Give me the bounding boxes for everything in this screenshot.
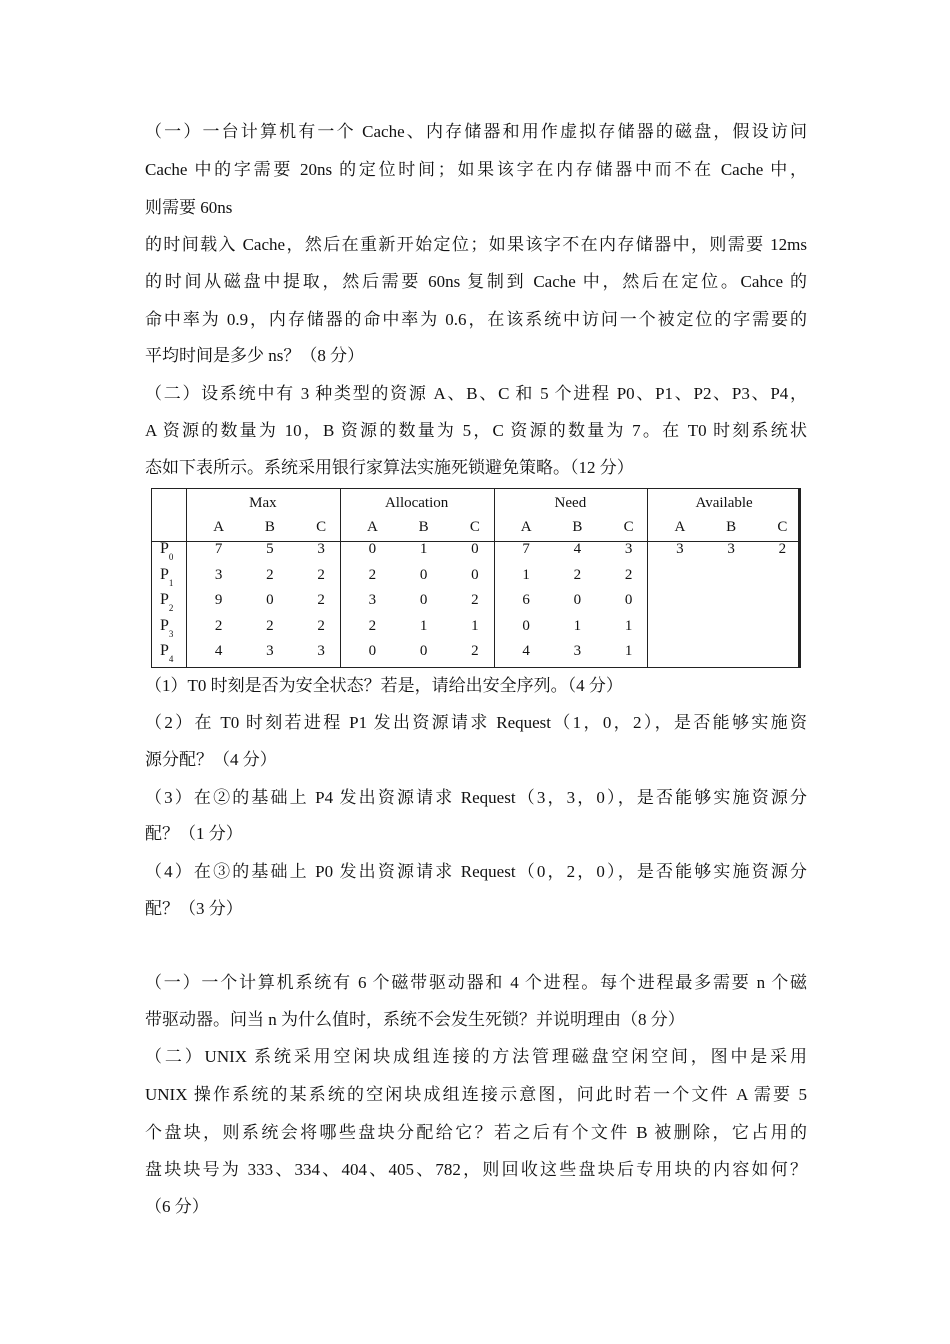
table-cell: 2 — [368, 617, 377, 634]
table-divider — [186, 488, 187, 668]
table-cell: 2 — [778, 541, 787, 557]
table-cell: 1 — [573, 617, 582, 634]
table-cell: 3 — [624, 541, 633, 557]
table-cell: 3 — [676, 541, 684, 557]
column-group-header: Need — [554, 495, 587, 511]
process-label — [160, 591, 173, 614]
text-line: （一）一台计算机有一个 Cache、内存储器和用作虚拟存储器的磁盘，假设访问 — [145, 122, 807, 141]
table-cell: 2 — [368, 566, 377, 583]
text-line: （二）设系统中有 3 种类型的资源 A、B、C 和 5 个进程 P0、P1、P2、P3、P4， — [145, 384, 807, 403]
process-index: 0 — [168, 552, 174, 563]
table-cell: 0 — [266, 592, 274, 608]
table-cell: 2 — [317, 592, 325, 608]
text-line: （4）在③的基础上 P0 发出资源请求 Request（0，2，0），是否能够实施资源分 — [145, 862, 807, 881]
table-top-border — [151, 488, 801, 489]
text-line: （二）UNIX 系统采用空闲块成组连接的方法管理磁盘空闲空间，图中是采用 — [145, 1047, 807, 1066]
process-letter: P — [160, 616, 169, 634]
column-subheader: A — [520, 519, 532, 535]
table-cell: 0 — [471, 566, 479, 583]
table-cell: 4 — [214, 643, 223, 659]
table-cell: 0 — [522, 617, 530, 634]
table-cell: 0 — [419, 566, 428, 583]
table-cell: 9 — [214, 592, 223, 608]
column-subheader: A — [674, 519, 686, 535]
text-line: （一）一个计算机系统有 6 个磁带驱动器和 4 个进程。每个进程最多需要 n 个磁 — [145, 973, 807, 992]
text-line: 命中率为 0.9，内存储器的命中率为 0.6，在该系统中访问一个被定位的字需要的 — [145, 310, 807, 329]
table-cell: 2 — [624, 566, 633, 583]
table-cell: 2 — [317, 566, 325, 583]
table-cell: 0 — [368, 643, 377, 659]
text-line: 则需要 60ns — [145, 198, 233, 217]
column-subheader: C — [316, 519, 327, 535]
table-cell: 3 — [317, 643, 325, 659]
table-cell: 3 — [266, 643, 274, 659]
text-line: （6 分） — [145, 1197, 209, 1216]
text-line: （1）T0 时刻是否为安全状态？若是，请给出安全序列。（4 分） — [145, 676, 623, 695]
text-line: A 资源的数量为 10，B 资源的数量为 5，C 资源的数量为 7。在 T0 时刻系统状 — [145, 421, 807, 440]
process-label — [160, 617, 173, 640]
process-index: 2 — [168, 603, 174, 614]
table-cell: 5 — [266, 541, 274, 557]
column-group-header: Max — [249, 495, 277, 511]
process-label — [160, 566, 173, 589]
table-cell: 0 — [471, 541, 479, 557]
text-line: Cache 中的字需要 20ns 的定位时间；如果该字在内存储器中而不在 Cache 中， — [145, 160, 807, 179]
text-line: UNIX 操作系统的某系统的空闲块成组连接示意图，问此时若一个文件 A 需要 5 — [145, 1085, 807, 1104]
column-subheader: A — [366, 519, 378, 535]
table-cell: 0 — [573, 592, 582, 608]
table-cell: 2 — [266, 617, 274, 634]
column-subheader: B — [418, 519, 429, 535]
table-cell: 2 — [471, 592, 479, 608]
process-letter: P — [160, 642, 169, 659]
table-cell: 1 — [419, 541, 428, 557]
table-cell: 2 — [317, 617, 325, 634]
process-index: 3 — [168, 628, 174, 639]
resource-table — [151, 488, 801, 668]
table-cell: 3 — [214, 566, 223, 583]
text-line: 态如下表所示。系统采用银行家算法实施死锁避免策略。（12 分） — [145, 458, 634, 477]
table-cell: 3 — [368, 592, 377, 608]
table-cell: 2 — [471, 643, 479, 659]
process-label — [160, 642, 173, 665]
table-cell: 2 — [214, 617, 223, 634]
text-line: 配？（3 分） — [145, 899, 243, 918]
column-subheader: C — [469, 519, 480, 535]
table-cell: 2 — [266, 566, 274, 583]
table-bottom-border — [151, 667, 801, 668]
table-cell: 4 — [573, 541, 582, 557]
column-group-header: Allocation — [384, 495, 449, 511]
table-cell: 1 — [624, 617, 633, 634]
text-line: 盘块块号为 333、334、404、405、782，则回收这些盘块后专用块的内容如何？ — [145, 1160, 807, 1179]
table-cell: 7 — [522, 541, 530, 557]
table-cell: 0 — [624, 592, 633, 608]
process-letter: P — [160, 591, 169, 608]
table-cell: 3 — [317, 541, 325, 557]
process-letter: P — [160, 565, 169, 583]
table-cell: 0 — [419, 643, 428, 659]
column-subheader: B — [726, 519, 737, 535]
text-line: 个盘块，则系统会将哪些盘块分配给它？若之后有个文件 B 被删除，它占用的 — [145, 1123, 807, 1142]
text-line: 平均时间是多少 ns？（8 分） — [145, 346, 365, 365]
table-cell: 0 — [368, 541, 377, 557]
table-cell: 2 — [573, 566, 582, 583]
text-line: 带驱动器。问当 n 为什么值时，系统不会发生死锁？并说明理由（8 分） — [145, 1010, 685, 1029]
table-cell: 7 — [214, 541, 223, 557]
process-index: 1 — [168, 577, 174, 588]
table-cell: 6 — [522, 592, 530, 608]
column-subheader: B — [572, 519, 583, 535]
text-line: 源分配？（4 分） — [145, 750, 277, 769]
table-cell: 4 — [522, 643, 530, 659]
table-cell: 1 — [419, 617, 428, 634]
process-label — [160, 540, 173, 563]
column-group-header: Available — [695, 495, 753, 511]
table-left-border — [151, 488, 152, 668]
table-cell: 3 — [573, 643, 582, 659]
process-index: 4 — [168, 654, 174, 665]
table-cell: 1 — [624, 643, 633, 659]
text-line: （3）在②的基础上 P4 发出资源请求 Request（3，3，0），是否能够实施资源分 — [145, 788, 807, 807]
text-line: 配？（1 分） — [145, 824, 243, 843]
text-line: （2）在 T0 时刻若进程 P1 发出资源请求 Request（1，0，2），是否能够实施资 — [145, 713, 807, 732]
column-subheader: C — [623, 519, 634, 535]
column-subheader: C — [777, 519, 788, 535]
text-line: 的时间载入 Cache，然后在重新开始定位；如果该字不在内存储器中，则需要 12ms — [145, 235, 808, 254]
table-cell: 1 — [522, 566, 530, 583]
table-cell: 1 — [471, 617, 479, 634]
text-line: 的时间从磁盘中提取，然后需要 60ns 复制到 Cache 中，然后在定位。Cahce 的 — [145, 272, 807, 291]
table-cell: 3 — [727, 541, 735, 557]
process-letter: P — [160, 540, 169, 557]
column-subheader: B — [264, 519, 275, 535]
table-right-border — [798, 488, 801, 668]
table-cell: 0 — [419, 592, 428, 608]
column-subheader: A — [213, 519, 225, 535]
